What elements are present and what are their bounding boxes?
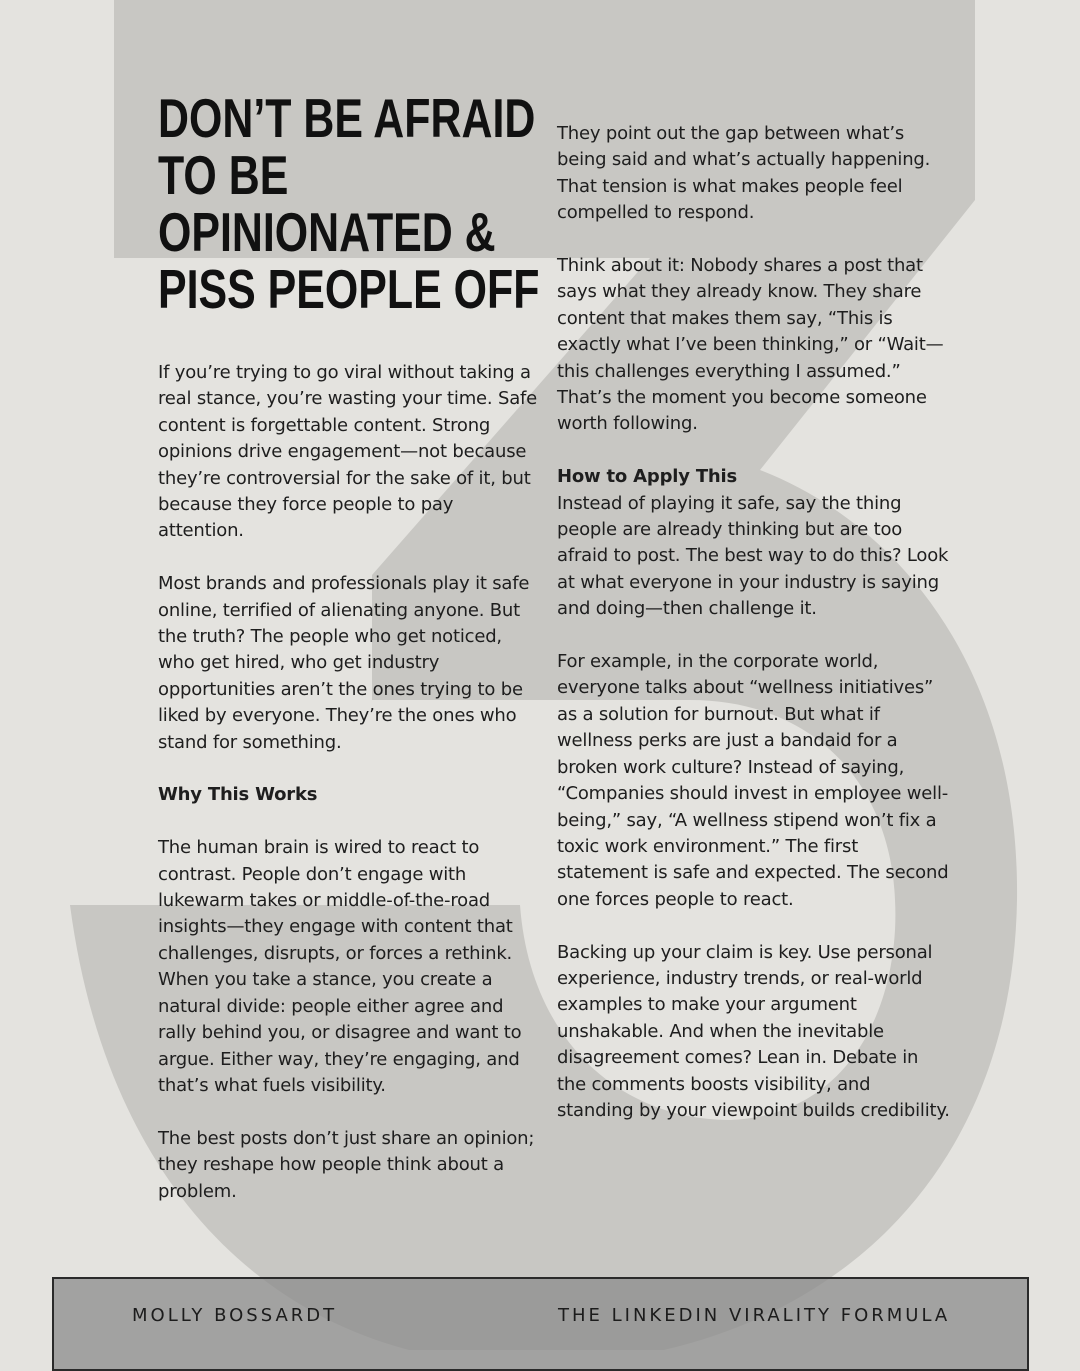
paragraph: Backing up your claim is key. Use personal experience, industry trends, or real-world examples to make your argument unshakable. And when the inevitable disagreement comes? Lean in. Debate in the comments boosts visibility, and standing by your viewpoint builds credibility.: [557, 941, 950, 1121]
footer-author: MOLLY BOSSARDT: [132, 1305, 338, 1326]
paragraph: Think about it: Nobody shares a post that says what they already know. They share content that makes them say, “This is exactly what I’ve been thinking,” or “Wait—this challenges everything I assumed.” That’s the moment you become someone worth following.: [557, 255, 944, 435]
right-column: [557, 121, 952, 1151]
paragraph: Instead of playing it safe, say the thing people are already thinking but are too afraid to post. The best way to do this? Look at what everyone in your industry is saying and doing—then challenge it.: [557, 492, 949, 620]
title-line: OPINIONATED &: [158, 201, 496, 263]
paragraph: They point out the gap between what’s being said and what’s actually happening. That tension is what makes people feel compelled to respond.: [557, 123, 931, 224]
paragraph: If you’re trying to go viral without taking a real stance, you’re wasting your time. Safe content is forgettable content. Strong opinions drive engagement—not because they’re controversial for the sake of it, but because they force people to pay attention.: [158, 362, 538, 542]
section-heading-how-to-apply: How to Apply This: [557, 466, 738, 488]
paragraph: For example, in the corporate world, everyone talks about “wellness initiatives” as a solution for burnout. But what if wellness perks are just a bandaid for a broken work culture? Instead of saying, “Companies should invest in employee well-being,” say, “A wellness stipend won’t fix a toxic work environment.” The first statement is safe and expected. The second one forces people to react.: [557, 651, 949, 910]
left-column: [158, 360, 538, 1231]
footer-book-title: THE LINKEDIN VIRALITY FORMULA: [558, 1305, 951, 1326]
title-line: PISS PEOPLE OFF: [158, 258, 540, 320]
page-title: [158, 87, 540, 320]
title-line: TO BE: [158, 144, 289, 206]
section-heading-why-this-works: Why This Works: [158, 784, 318, 806]
paragraph: The human brain is wired to react to contrast. People don’t engage with lukewarm takes or middle-of-the-road insights—they engage with content that challenges, disrupts, or forces a rethink. When you take a stance, you create a natural divide: people either agree and rally behind you, or disagree and want to argue. Either way, they’re engaging, and that’s what fuels visibility.: [158, 837, 522, 1096]
paragraph: The best posts don’t just share an opinion; they reshape how people think about a problem.: [158, 1127, 535, 1202]
title-line: DON’T BE AFRAID: [158, 87, 536, 149]
footer-bar: [52, 1277, 1029, 1371]
paragraph: Most brands and professionals play it safe online, terrified of alienating anyone. But the truth? The people who get noticed, who get hired, who get industry opportunities aren’t the ones trying to be liked by everyone. They’re the ones who stand for something.: [158, 573, 530, 753]
